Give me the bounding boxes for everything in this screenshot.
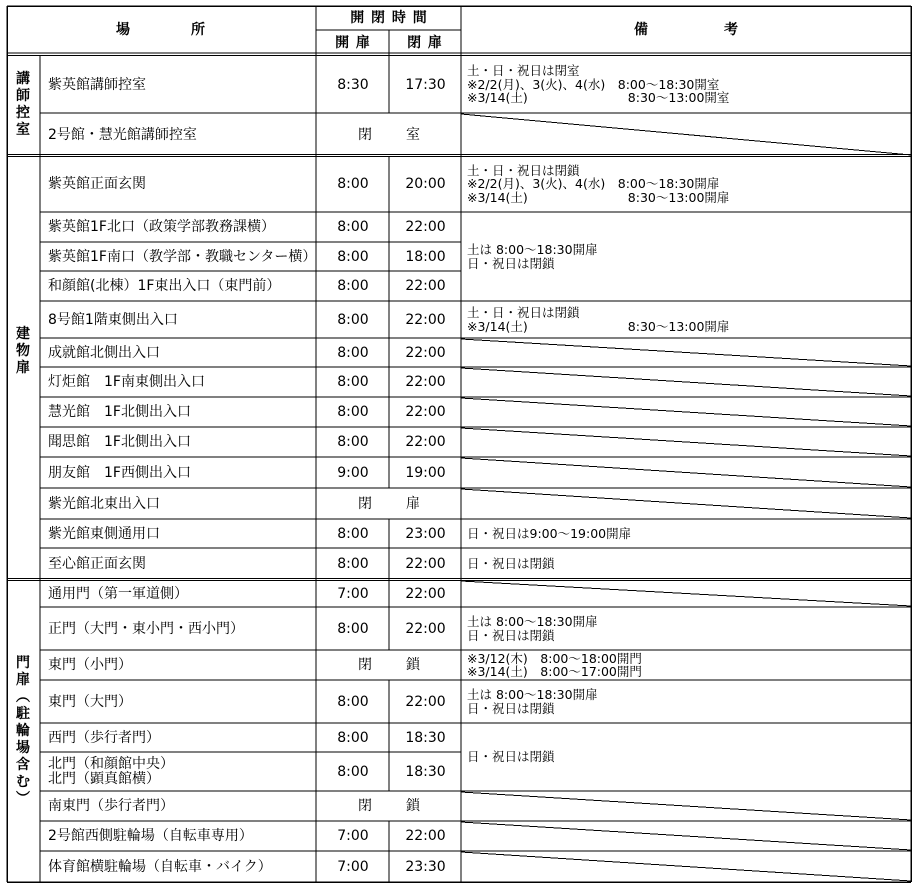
row-open-time: 8:00 (337, 693, 369, 710)
category-char: む (16, 773, 30, 790)
note-line: 土・日・祝日は閉室 (467, 63, 580, 79)
row-place: 朋友館 1F西側出入口 (48, 464, 191, 481)
note-line: 日・祝日は閉鎖 (467, 556, 555, 572)
category-char: 扉 (16, 359, 30, 376)
row-place: 成就館北側出入口 (48, 344, 160, 361)
row-open-time: 8:00 (337, 620, 369, 637)
row-notes (463, 301, 909, 338)
row-open-time: 8:00 (337, 311, 369, 328)
empty-cell-diagonal (461, 822, 911, 850)
closed-char: 閉 (358, 495, 372, 512)
merged-notes (463, 723, 909, 791)
note-line: 土・日・祝日は閉鎖 (467, 162, 580, 178)
row-place: 通用門（第一軍道側） (48, 585, 188, 602)
row-closed-status (317, 113, 461, 156)
note-line: ※3/14(土) 8:30～13:00開室 (467, 90, 730, 106)
row-close-time: 18:30 (405, 763, 446, 780)
note-line: ※3/14(土) 8:30～13:00開扉 (467, 189, 730, 205)
row-open-time: 8:00 (337, 344, 369, 361)
closed-char: 鎖 (406, 657, 420, 673)
category-char: 建 (16, 325, 30, 342)
row-open-time: 8:00 (337, 278, 369, 294)
row-notes (463, 650, 909, 680)
row-close-time: 22:00 (405, 828, 446, 844)
row-place (42, 752, 314, 791)
category-char: 物 (16, 342, 30, 359)
note-line: 日・祝日は閉鎖 (467, 255, 555, 271)
row-open-time: 8:00 (337, 729, 369, 746)
row-close-time: 22:00 (405, 434, 446, 450)
row-place: 和顔館(北棟）1F東出入口（東門前） (48, 278, 281, 294)
closed-char: 閉 (358, 657, 372, 673)
row-open-time: 8:30 (337, 76, 369, 93)
empty-cell-diagonal (461, 428, 911, 456)
category-char: 講 (16, 71, 30, 87)
row-open-time: 8:00 (337, 374, 369, 390)
category-char: ︶ (16, 790, 30, 807)
header-notes: 備 考 (634, 22, 739, 38)
note-line: ※3/12(木) 8:00～18:00開門 (467, 650, 642, 666)
row-place: 正門（大門・東小門・西小門） (48, 620, 244, 637)
row-notes (463, 607, 909, 650)
row-place: 2号館西側駐輪場（自転車専用） (48, 828, 253, 844)
note-line: ※3/14(土) 8:30～13:00開扉 (467, 318, 730, 334)
row-place: 8号館1階東側出入口 (48, 311, 178, 328)
row-notes (463, 56, 909, 113)
note-line: 土は 8:00～18:30開扉 (467, 614, 598, 629)
category-char: 控 (16, 105, 30, 121)
note-line: 日・祝日は閉鎖 (467, 749, 555, 765)
closed-char: 室 (406, 126, 420, 143)
row-place: 至心館正面玄関 (48, 556, 146, 572)
empty-cell-diagonal (461, 339, 911, 366)
row-close-time: 22:00 (405, 219, 446, 235)
row-place: 体育館横駐輪場（自転車・バイク） (48, 858, 272, 875)
row-close-time: 23:30 (405, 858, 446, 875)
row-open-time: 8:00 (337, 434, 369, 450)
row-open-time: 8:00 (337, 556, 369, 572)
category-instructor-room (7, 56, 39, 154)
closed-char: 閉 (358, 126, 372, 143)
note-line: ※2/2(月)、3(火)、4(水) 8:00～18:30開室 (467, 76, 720, 92)
row-place-line: 北門（顕真館横） (48, 770, 160, 787)
empty-cell-diagonal (461, 792, 911, 820)
note-line: ※3/14(土) 8:00～17:00開門 (467, 664, 642, 679)
row-place: 紫光館北東出入口 (48, 495, 160, 512)
note-line: 日・祝日は閉鎖 (467, 627, 555, 643)
row-notes (463, 548, 909, 580)
category-gates (7, 580, 39, 882)
row-close-time: 17:30 (405, 76, 446, 93)
row-close-time: 22:00 (405, 311, 446, 328)
row-closed-status (317, 488, 461, 519)
category-char: 含 (16, 756, 30, 773)
row-closed-status (317, 791, 461, 821)
category-char: 室 (16, 122, 30, 138)
closed-char: 鎖 (406, 798, 420, 814)
closed-char: 閉 (358, 798, 372, 814)
row-open-time: 8:00 (337, 248, 369, 265)
header-time-group: 開 閉 時 間 (350, 10, 428, 26)
row-close-time: 22:00 (405, 278, 446, 294)
header-close: 閉 扉 (407, 35, 443, 51)
row-place: 東門（小門） (48, 657, 132, 673)
category-char: 場 (16, 739, 30, 756)
note-line: ※2/2(月)、3(火)、4(水) 8:00～18:30開扉 (467, 176, 720, 192)
row-open-time: 8:00 (337, 176, 369, 192)
empty-cell-diagonal (461, 368, 911, 396)
category-char: 駐 (16, 705, 30, 722)
row-notes (463, 519, 909, 548)
category-char: 輪 (16, 722, 30, 739)
row-place-line: 北門（和顔館中央） (48, 755, 174, 772)
row-close-time: 22:00 (405, 585, 446, 602)
row-close-time: 22:00 (405, 344, 446, 361)
row-open-time: 8:00 (337, 219, 369, 235)
category-char: 師 (16, 88, 30, 104)
row-open-time: 8:00 (337, 525, 369, 542)
row-close-time: 18:30 (405, 729, 446, 746)
row-place: 南東門（歩行者門） (48, 798, 174, 814)
empty-cell-diagonal (461, 114, 911, 155)
merged-notes (463, 212, 909, 301)
row-place: 西門（歩行者門） (48, 729, 160, 746)
note-line: 土は 8:00～18:30開扉 (467, 687, 598, 702)
category-char: ︵ (16, 688, 30, 705)
row-place: 慧光館 1F北側出入口 (48, 404, 191, 420)
row-close-time: 20:00 (405, 176, 446, 192)
row-open-time: 8:00 (337, 763, 369, 780)
empty-cell-diagonal (461, 458, 911, 487)
empty-cell-diagonal (461, 581, 911, 606)
row-close-time: 23:00 (405, 525, 446, 542)
empty-cell-diagonal (461, 489, 911, 518)
row-open-time: 8:00 (337, 404, 369, 420)
row-open-time: 9:00 (337, 464, 369, 481)
row-close-time: 22:00 (405, 620, 446, 637)
row-open-time: 7:00 (337, 858, 369, 875)
row-place: 紫英館1F北口（政策学部教務課横） (48, 219, 275, 235)
row-place: 紫英館講師控室 (48, 76, 146, 93)
row-place: 紫英館1F南口（教学部・教職センター横） (48, 248, 317, 265)
row-notes (463, 156, 909, 212)
row-place: 紫光館東側通用口 (48, 525, 160, 542)
category-char: 門 (16, 654, 30, 671)
empty-cell-diagonal (461, 852, 911, 881)
header-open: 開 扉 (335, 35, 371, 51)
note-line: 日・祝日は9:00～19:00開扉 (467, 525, 632, 541)
row-place: 2号館・慧光館講師控室 (48, 126, 197, 143)
note-line: 土・日・祝日は閉鎖 (467, 305, 580, 320)
empty-cell-diagonal (461, 398, 911, 426)
note-line: 日・祝日は閉鎖 (467, 700, 555, 716)
row-open-time: 7:00 (337, 828, 369, 844)
row-place: 紫英館正面玄関 (48, 176, 146, 192)
closed-char: 扉 (406, 495, 420, 512)
category-char: 扉 (16, 671, 30, 688)
row-close-time: 22:00 (405, 556, 446, 572)
row-notes (463, 680, 909, 723)
row-place: 灯炬館 1F南東側出入口 (48, 374, 205, 390)
header-place: 場 所 (116, 22, 206, 38)
row-close-time: 22:00 (405, 404, 446, 420)
row-close-time: 18:00 (405, 248, 446, 265)
row-closed-status (317, 650, 461, 680)
row-place: 聞思館 1F北側出入口 (48, 434, 191, 450)
row-place: 東門（大門） (48, 693, 132, 710)
category-building-doors (7, 156, 39, 546)
row-close-time: 22:00 (405, 693, 446, 710)
row-close-time: 19:00 (405, 464, 446, 481)
row-open-time: 7:00 (337, 585, 369, 602)
row-close-time: 22:00 (405, 374, 446, 390)
note-line: 土は 8:00～18:30開扉 (467, 242, 598, 257)
